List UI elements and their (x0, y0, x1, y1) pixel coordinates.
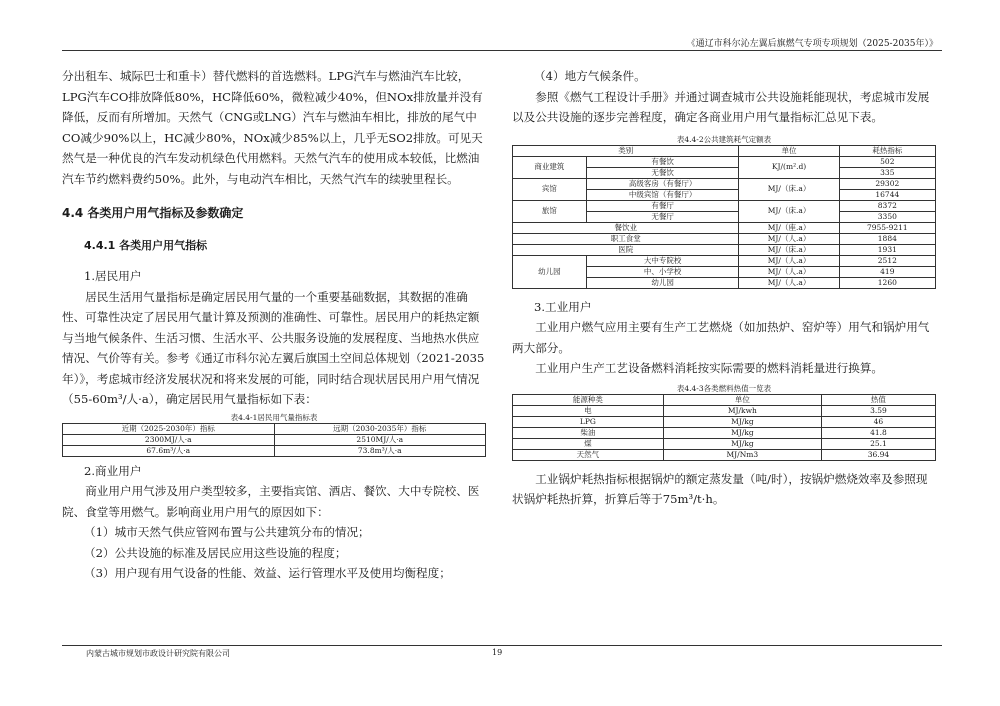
boiler-paragraph: 工业锅炉耗热指标根据锅炉的额定蒸发量（吨/时），按锅炉燃烧效率及参照现状锅炉耗热折算，折算后等于75m³/t·h。 (512, 471, 928, 506)
table-cell: 幼儿园 (513, 255, 587, 288)
table-caption-residential: 表4.4-1居民用气量指标表 (230, 412, 318, 422)
table-cell: 502 (839, 156, 935, 167)
table-header-row (513, 145, 936, 156)
table-header-cell: 单位 (739, 145, 839, 156)
table-row (513, 244, 936, 255)
table-cell: LPG (513, 416, 664, 427)
table-header-cell: 近期（2025-2030年）指标 (63, 423, 275, 434)
industrial-paragraph: 工业用户燃气应用主要有生产工艺燃烧（如加热炉、窑炉等）用气和锅炉用气两大部分。 (512, 320, 930, 355)
subsection-heading: 4.4.1 各类用户用气指标 (84, 238, 208, 252)
table-cell: MJ/（人.a） (739, 255, 839, 266)
table-cell: 419 (839, 266, 935, 277)
table-row (513, 438, 936, 449)
table-cell: 电 (513, 405, 664, 416)
table-row (513, 200, 936, 211)
table-header-row (63, 423, 486, 434)
footer-rule (62, 645, 942, 646)
table-cell: MJ/（人.a） (739, 233, 839, 244)
table-cell: 无餐饮 (586, 167, 739, 178)
table-cell: 73.8m³/人·a (274, 445, 486, 456)
table-row (63, 445, 486, 456)
table-cell: 中、小学校 (586, 266, 739, 277)
list-item: （1）城市天然气供应管网布置与公共建筑分布的情况； (84, 525, 370, 539)
table-cell: 天然气 (513, 449, 664, 460)
table-cell: 46 (821, 416, 935, 427)
table-row (513, 222, 936, 233)
table-cell: 16744 (839, 189, 935, 200)
table-cell: 宾馆 (513, 178, 587, 200)
table-row (513, 156, 936, 167)
list-item: （3）用户现有用气设备的性能、效益、运行管理水平及使用均衡程度； (84, 566, 451, 580)
public-building-gas-table (512, 145, 936, 289)
table-cell: MJ/kg (663, 416, 821, 427)
table-cell: 3350 (839, 211, 935, 222)
commercial-title: 2.商业用户 (84, 463, 142, 478)
table-cell: MJ/kg (663, 438, 821, 449)
table-cell: 餐饮业 (513, 222, 739, 233)
vehicle-fuel-paragraph: 分出租车、城际巴士和重卡）替代燃料的首选燃料。LPG汽车与燃油汽车比较，LPG汽车CO排放降低80%，HC降低60%，微粒减少40%，但NOx排放量并没有降低，反而有所增加。天然气（CNG或LNG）汽车与燃油车相比，排放的尾气中CO减少90%以上，HC减少80%，NOx减少85%以上，几乎无SO2排放。可见天然气是一种优良的汽车发动机绿色代用燃料。天然气汽车的使用成本较低，比燃油汽车节约燃料费约50%。此外，与电动汽车相比，天然气汽车的续驶里程长。 (62, 69, 483, 186)
table-header-cell: 类别 (513, 145, 739, 156)
industrial-title: 3.工业用户 (534, 299, 592, 314)
table-cell: MJ/Nm3 (663, 449, 821, 460)
table-row (513, 405, 936, 416)
residential-title: 1.居民用户 (84, 269, 142, 283)
table-row (513, 255, 936, 266)
industrial-paragraph-2: 工业用户生产工艺设备燃料消耗按实际需要的燃料消耗量进行换算。 (535, 361, 884, 375)
table-cell: MJ/（床.a） (739, 200, 839, 222)
residential-gas-table (62, 423, 486, 457)
header-rule (62, 50, 942, 51)
table-header-cell: 远期（2030-2035年）指标 (274, 423, 486, 434)
fuel-heat-value-table (512, 394, 936, 461)
table-cell: 1931 (839, 244, 935, 255)
table-cell: 幼儿园 (586, 277, 739, 288)
page-number: 19 (492, 648, 503, 657)
table-header-row (513, 394, 936, 405)
table-cell: 67.6m³/人·a (63, 445, 275, 456)
table-cell: 职工食堂 (513, 233, 739, 244)
commercial-paragraph: 商业用户用气涉及用户类型较多，主要指宾馆、酒店、餐饮、大中专院校、医院、食堂等用燃气。影响商业用户用气的原因如下： (62, 484, 480, 519)
table-row (63, 434, 486, 445)
table-caption-fuel: 表4.4-3各类燃料热值一览表 (676, 383, 772, 393)
table-cell: 25.1 (821, 438, 935, 449)
table-cell: 无餐厅 (586, 211, 739, 222)
table-cell: 1260 (839, 277, 935, 288)
table-cell: 1884 (839, 233, 935, 244)
table-cell: 旅馆 (513, 200, 587, 222)
table-row (513, 449, 936, 460)
table-cell: 2300MJ/人·a (63, 434, 275, 445)
footer-organization: 内蒙古城市规划市政设计研究院有限公司 (86, 649, 230, 658)
table-cell: 8372 (839, 200, 935, 211)
table-row (513, 416, 936, 427)
table-cell: 柴油 (513, 427, 664, 438)
section-heading: 4.4 各类用户用气指标及参数确定 (62, 206, 244, 220)
table-cell: 大中专院校 (586, 255, 739, 266)
table-cell: 有餐厅 (586, 200, 739, 211)
table-cell: MJ/kwh (663, 405, 821, 416)
table-header-cell: 耗热指标 (839, 145, 935, 156)
table-cell: 煤 (513, 438, 664, 449)
table-cell: 医院 (513, 244, 739, 255)
table-cell: 高级客房（有餐厅） (586, 178, 739, 189)
left-column (62, 66, 486, 584)
table-cell: 36.94 (821, 449, 935, 460)
right-column (512, 66, 936, 510)
table-row (513, 427, 936, 438)
reference-paragraph: 参照《燃气工程设计手册》并通过调查城市公共设施耗能现状，考虑城市发展以及公共设施的逐步完善程度，确定各商业用户用气量指标汇总见下表。 (512, 89, 930, 124)
table-cell: 7955-9211 (839, 222, 935, 233)
table-cell: MJ/（床.a） (739, 244, 839, 255)
table-cell: MJ/（座.a） (739, 222, 839, 233)
table-cell: 2512 (839, 255, 935, 266)
table-header-cell: 能源种类 (513, 394, 664, 405)
table-header-cell: 单位 (663, 394, 821, 405)
table-cell: 中级宾馆（有餐厅） (586, 189, 739, 200)
table-cell: 29302 (839, 178, 935, 189)
list-item: （4）地方气候条件。 (534, 69, 646, 83)
list-item: （2）公共设施的标准及居民应用这些设施的程度； (84, 545, 347, 560)
table-cell: 有餐饮 (586, 156, 739, 167)
table-header-cell: 热值 (821, 394, 935, 405)
table-caption-public-building: 表4.4-2公共建筑耗气定额表 (676, 134, 772, 144)
table-cell: 3.59 (821, 405, 935, 416)
table-cell: MJ/kg (663, 427, 821, 438)
residential-paragraph: 居民生活用气量指标是确定居民用气量的一个重要基础数据，其数据的准确性、可靠性决定了居民用气量计算及预测的准确性、可靠性。居民用户的耗热定额与当地气候条件、生活习惯、生活水平、公共服务设施的发展程度、当地热水供应情况、气价等有关。参考《通辽市科尔沁左翼后旗国土空间总体规划（2021-2035年）》，考虑城市经济发展状况和将来发展的可能，同时结合现状居民用户用气情况（55-60m³/人·a），确定居民用气量指标如下表： (62, 289, 485, 406)
table-cell: MJ/（人.a） (739, 277, 839, 288)
table-cell: 商业建筑 (513, 156, 587, 178)
table-cell: MJ/（床.a） (739, 178, 839, 200)
table-cell: KJ/(m².d) (739, 156, 839, 178)
table-cell: MJ/（人.a） (739, 266, 839, 277)
table-cell: 2510MJ/人·a (274, 434, 486, 445)
table-row (513, 178, 936, 189)
table-cell: 335 (839, 167, 935, 178)
table-cell: 41.8 (821, 427, 935, 438)
running-header: 《通辽市科尔沁左翼后旗燃气专项专项规划（2025-2035年）》 (686, 39, 938, 49)
table-row (513, 233, 936, 244)
